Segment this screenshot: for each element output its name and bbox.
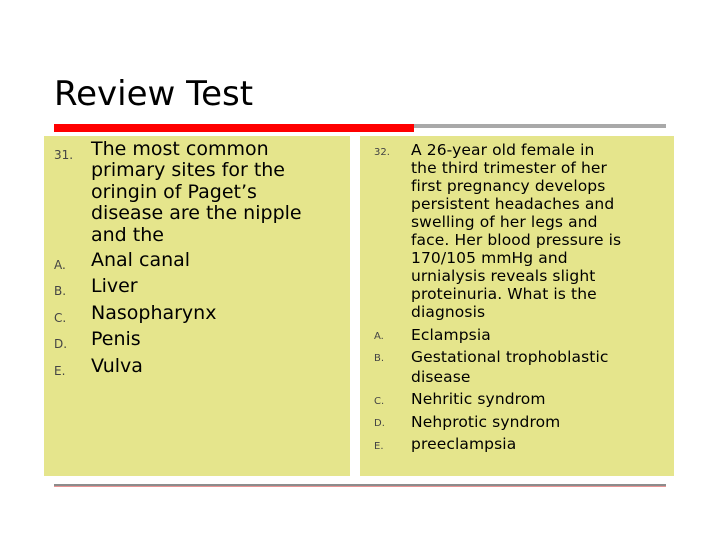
- option-text: Anal canal: [91, 249, 191, 271]
- question-number: 32.: [374, 147, 390, 158]
- option-letter: D.: [54, 337, 68, 351]
- question-stem-line: the third trimester of her: [411, 159, 608, 177]
- option-letter: C.: [54, 311, 67, 325]
- question-stem-line: persistent headaches and: [411, 195, 615, 213]
- option-text: Nasopharynx: [91, 302, 217, 324]
- option-text: Nehprotic syndrom: [411, 413, 561, 431]
- question-stem-line: diagnosis: [411, 303, 486, 321]
- question-stem-line: face. Her blood pressure is: [411, 231, 622, 249]
- option-text-line: disease: [411, 368, 471, 386]
- option-text: Vulva: [91, 355, 143, 377]
- question-number: 31.: [54, 148, 74, 162]
- question-stem-line: and the: [91, 224, 164, 246]
- question-stem-line: 170/105 mmHg and: [411, 249, 568, 267]
- question-stem-line: proteinuria. What is the: [411, 285, 597, 303]
- option-text: Penis: [91, 328, 141, 350]
- option-text: Nehritic syndrom: [411, 390, 546, 408]
- option-letter: B.: [374, 353, 385, 364]
- question-stem-line: The most common: [91, 138, 269, 160]
- question-stem-line: urnialysis reveals slight: [411, 267, 596, 285]
- question-stem-line: swelling of her legs and: [411, 213, 598, 231]
- option-letter: D.: [374, 418, 385, 429]
- footer-accent-rule: [54, 486, 666, 487]
- option-letter: C.: [374, 396, 385, 407]
- option-letter: E.: [54, 364, 66, 378]
- title-accent-bar: [54, 124, 414, 132]
- option-text: Liver: [91, 275, 138, 297]
- option-letter: A.: [54, 258, 66, 272]
- option-text: preeclampsia: [411, 435, 517, 453]
- question-stem-line: oringin of Paget’s: [91, 181, 257, 203]
- question-stem-line: disease are the nipple: [91, 202, 302, 224]
- option-letter: B.: [54, 284, 67, 298]
- slide-title: Review Test: [54, 74, 254, 114]
- question-stem-line: A 26-year old female in: [411, 141, 595, 159]
- option-letter: A.: [374, 331, 384, 342]
- option-text: Gestational trophoblastic: [411, 348, 609, 366]
- question-stem-line: primary sites for the: [91, 159, 285, 181]
- option-letter: E.: [374, 441, 384, 452]
- question-stem-line: first pregnancy develops: [411, 177, 606, 195]
- option-text: Eclampsia: [411, 326, 491, 344]
